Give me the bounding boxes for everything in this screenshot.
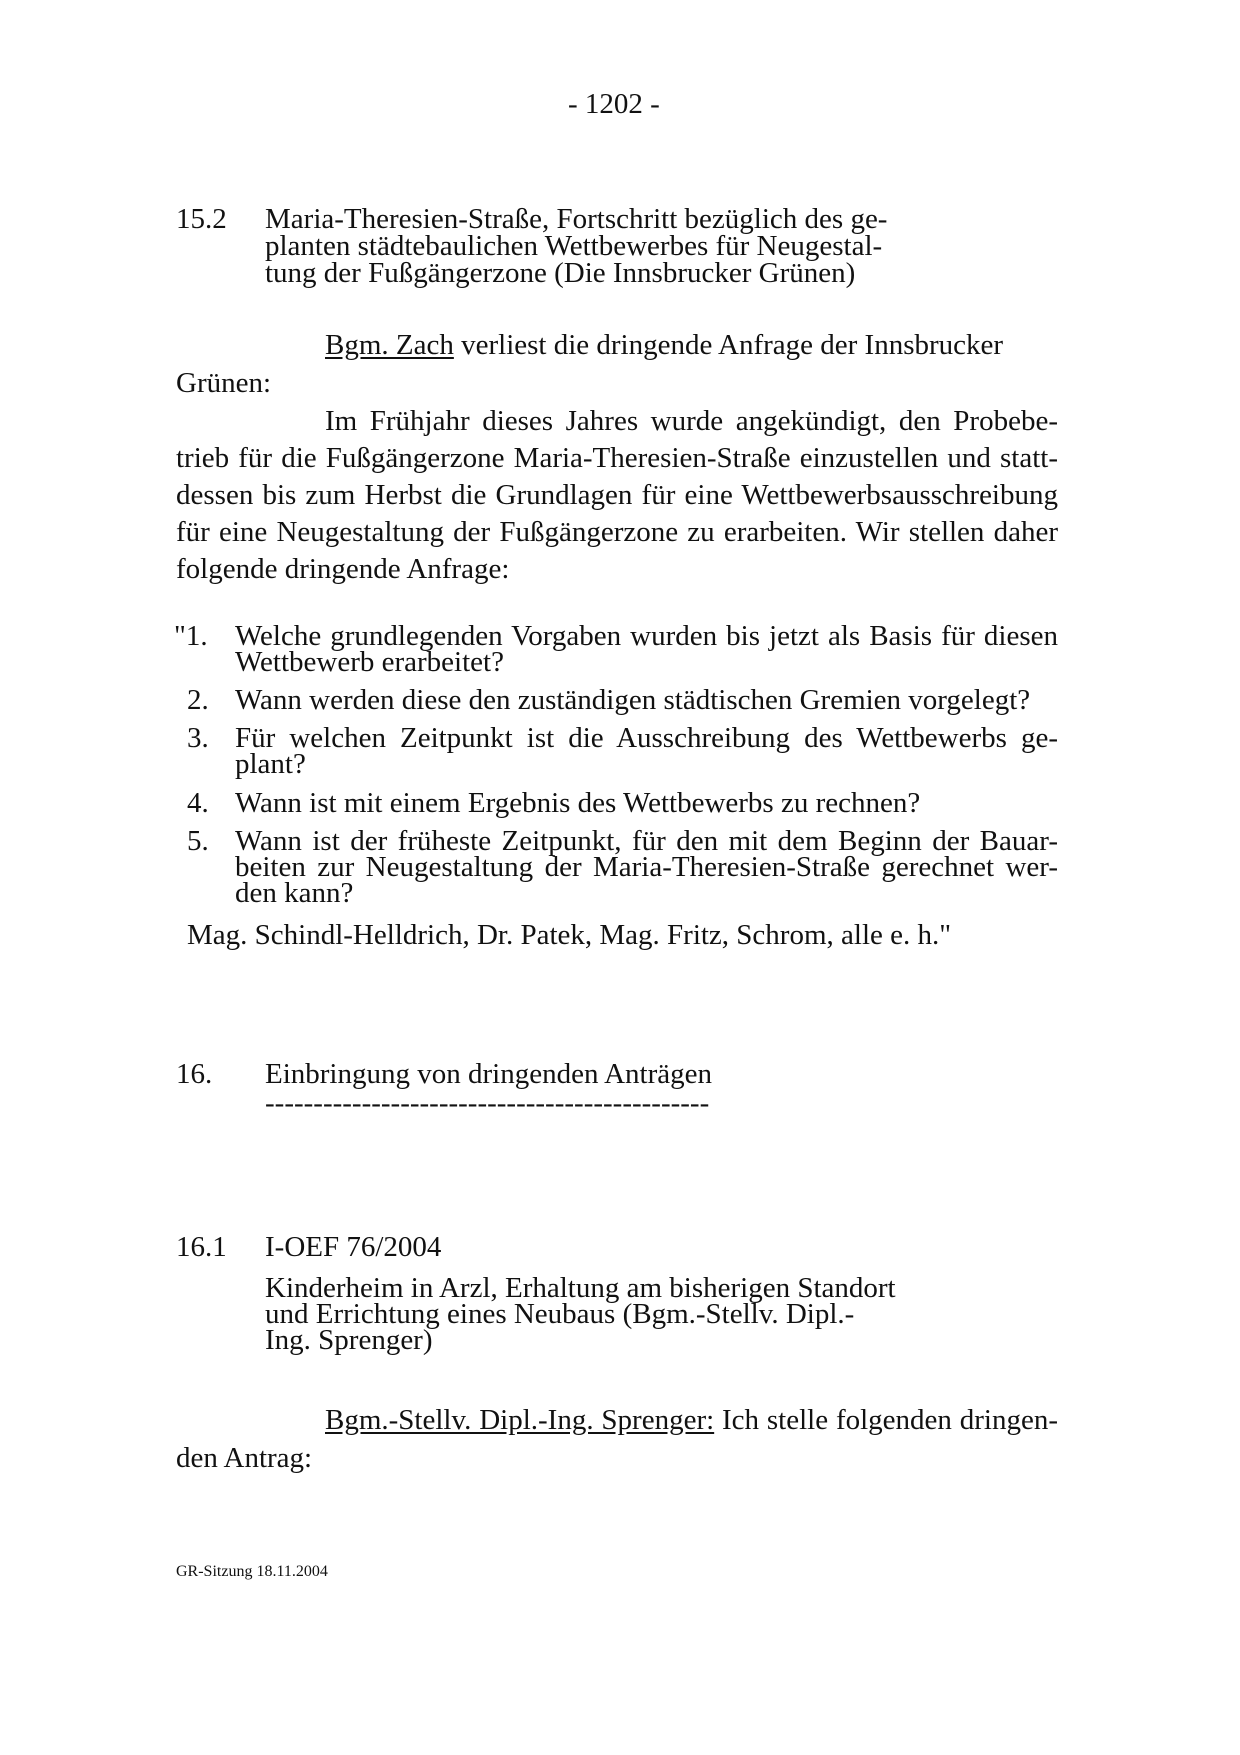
question-number: 2. [187,684,209,716]
intro-line-2: Grünen: [176,367,272,399]
question-number: "1. [174,620,208,652]
section-title-line: tung der Fußgängerzone (Die Innsbrucker Grünen) [265,257,856,289]
question-line: den kann? [235,877,354,909]
question-line: Wann werden diese den zuständigen städtischen Gremien vorgelegt? [235,684,1031,716]
question-line: Welche grundlegenden Vorgaben wurden bis jetzt als Basis für diesen [235,620,1058,652]
intro-text: verliest die dringende Anfrage der Innsbrucker [453,329,1004,361]
speaker-name: Bgm.-Stellv. Dipl.-Ing. Sprenger: [325,1404,715,1436]
intro-line-2: den Antrag: [176,1442,313,1474]
question-line: Für welchen Zeitpunkt ist die Ausschreibung des Wettbewerbs ge- [235,722,1058,754]
section-number: 15.2 [176,203,227,235]
question-number: 4. [187,787,209,819]
footer: GR-Sitzung 18.11.2004 [176,1563,328,1580]
section-title-line: planten städtebaulichen Wettbewerbes für Neugestal- [265,230,883,262]
body-line: dessen bis zum Herbst die Grundlagen für eine Wettbewerbsausschreibung [176,479,1058,511]
question-line: beiten zur Neugestaltung der Maria-Theresien-Straße gerechnet wer- [235,851,1058,883]
section-title-line: Kinderheim in Arzl, Erhaltung am bisherigen Standort [265,1272,896,1304]
speaker-name: Bgm. Zach [325,329,454,361]
question-line: Wann ist mit einem Ergebnis des Wettbewerbs zu rechnen? [235,787,921,819]
intro-text: Ich stelle folgenden dringen- [714,1404,1058,1436]
intro-line [325,1406,1058,1435]
body-line: trieb für die Fußgängerzone Maria-Theresien-Straße einzustellen und statt- [176,442,1058,474]
question-line: Wettbewerb erarbeitet? [235,646,504,678]
dashed-rule: ---------------------------------------------- [265,1087,710,1119]
question-number: 5. [187,825,209,857]
question-line: Wann ist der früheste Zeitpunkt, für den mit dem Beginn der Bauar- [235,825,1058,857]
body-line: Im Frühjahr dieses Jahres wurde angekündigt, den Probebe- [325,405,1058,437]
page-number: - 1202 - [568,88,660,120]
body-line: für eine Neugestaltung der Fußgängerzone zu erarbeiten. Wir stellen daher [176,516,1058,548]
section-title: Einbringung von dringenden Anträgen [265,1058,712,1090]
section-number: 16.1 [176,1231,227,1263]
section-title-line: Maria-Theresien-Straße, Fortschritt bezüglich des ge- [265,203,888,235]
reference-number: I-OEF 76/2004 [265,1231,442,1263]
signatures: Mag. Schindl-Helldrich, Dr. Patek, Mag. Fritz, Schrom, alle e. h." [187,919,952,951]
section-number: 16. [176,1058,213,1090]
question-line: plant? [235,748,306,780]
body-line: folgende dringende Anfrage: [176,553,510,585]
section-title-line: Ing. Sprenger) [265,1324,433,1356]
question-number: 3. [187,722,209,754]
intro-line [325,331,1003,360]
section-title-line: und Errichtung eines Neubaus (Bgm.-Stellv. Dipl.- [265,1298,855,1330]
